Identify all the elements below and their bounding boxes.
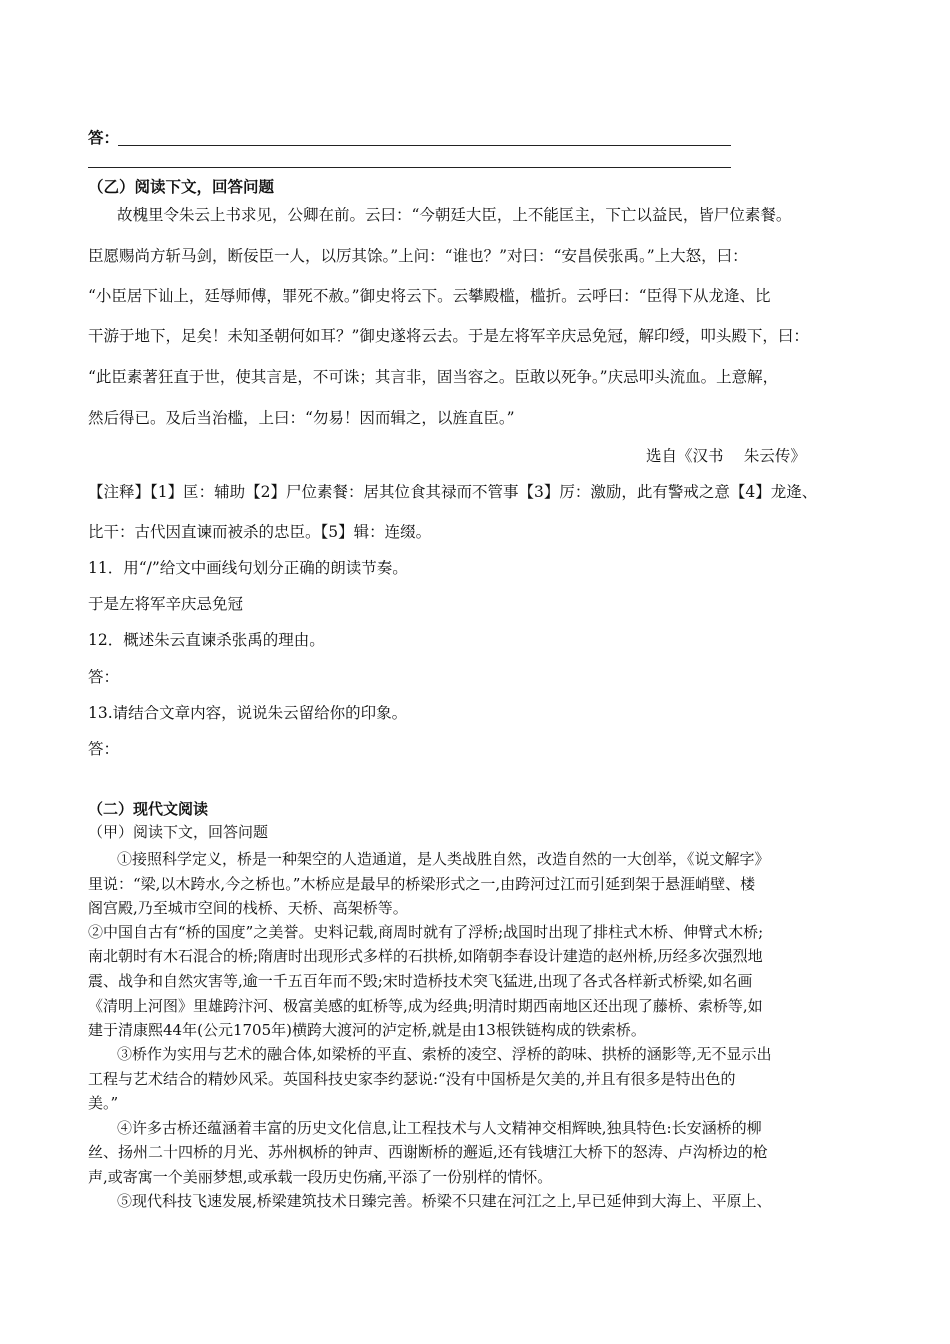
- classical-text-line: 干游于地下，足矣！未知圣朝何如耳？”御史遂将云去。于是左将军辛庆忌免冠，解印绶，叩头殿下，曰：: [88, 327, 809, 345]
- question-11: 11．用“/”给文中画线句划分正确的朗读节奏。: [88, 559, 408, 577]
- section-yi-heading: （乙）阅读下文，回答问题: [88, 178, 275, 196]
- modern-text-line: ②中国自古有“桥的国度”之美誉。史料记载,商周时就有了浮桥;战国时出现了排柱式木桥、伸臂式木桥;: [88, 923, 764, 941]
- classical-text-line: “小臣居下讪上，廷辱师傅，罪死不赦。”御史将云下。云攀殿槛，槛折。云呼曰：“臣得下从龙逄、比: [88, 287, 771, 305]
- modern-text-line: 声,或寄寓一个美丽梦想,或承载一段历史伤痛,平添了一份别样的情怀。: [88, 1168, 553, 1186]
- modern-text-line: 工程与艺术结合的精妙风采。英国科技史家李约瑟说:“没有中国桥是欠美的,并且有很多是特出色的: [88, 1070, 736, 1088]
- modern-text-line: 美。”: [88, 1094, 119, 1112]
- modern-text-line: 南北朝时有木石混合的桥;隋唐时出现形式多样的石拱桥,如隋朝李春设计建造的赵州桥,历经多次强烈地: [88, 947, 763, 965]
- modern-text-line: 丝、扬州二十四桥的月光、苏州枫桥的钟声、西谢断桥的邂逅,还有钱塘江大桥下的怒涛、卢沟桥边的枪: [88, 1143, 768, 1161]
- modern-text-line: 建于清康熙44年(公元1705年)横跨大渡河的泸定桥,就是由13根铁链构成的铁索桥。: [88, 1021, 646, 1039]
- section-modern-heading: （二）现代文阅读: [88, 800, 209, 818]
- question-13: 13.请结合文章内容，说说朱云留给你的印象。: [88, 704, 408, 722]
- question-11-sentence: 于是左将军辛庆忌免冠: [88, 595, 244, 613]
- classical-text-line: 臣愿赐尚方斩马剑，断佞臣一人，以厉其馀。”上问：“谁也？”对曰：“安昌侯张禹。”上大怒，曰：: [88, 247, 748, 265]
- source-citation: 选自《汉书 朱云传》: [646, 447, 806, 465]
- answer-underline-1: [118, 145, 731, 146]
- question-13-answer: 答：: [88, 740, 120, 758]
- modern-text-line: 阁宫殿,乃至城市空间的栈桥、天桥、高架桥等。: [88, 899, 408, 917]
- classical-text-line: “此臣素著狂直于世，使其言是，不可诛；其言非，固当容之。臣敢以死争。”庆忌叩头流血。上意解，: [88, 368, 779, 386]
- question-12: 12．概述朱云直谏杀张禹的理由。: [88, 631, 325, 649]
- section-modern-subheading: （甲）阅读下文，回答问题: [88, 823, 269, 841]
- notes-line: 比干：古代因直谏而被杀的忠臣。【5】辑：连缀。: [88, 523, 432, 541]
- modern-text-line: ⑤现代科技飞速发展,桥梁建筑技术日臻完善。桥梁不只建在河江之上,早已延伸到大海上、平原上、: [117, 1192, 772, 1210]
- modern-text-line: 里说：“梁,以木跨水,今之桥也。”木桥应是最早的桥梁形式之一,由跨河过江而引延到架于悬涯峭壁、楼: [88, 875, 756, 893]
- modern-text-line: ①接照科学定义，桥是一种架空的人造通道，是人类战胜自然，改造自然的一大创举，《说文解字》: [117, 850, 770, 868]
- question-12-answer: 答：: [88, 668, 120, 686]
- modern-text-line: 《清明上河图》里雄跨汴河、极富美感的虹桥等,成为经典;明清时期西南地区还出现了藤桥、索桥等,如: [88, 997, 763, 1015]
- modern-text-line: ③桥作为实用与艺术的融合体,如梁桥的平直、索桥的凌空、浮桥的韵味、拱桥的涵影等,无不显示出: [117, 1045, 772, 1063]
- answer-underline-2: [88, 167, 731, 168]
- answer-label: 答：: [88, 129, 120, 147]
- modern-text-line: ④许多古桥还蕴涵着丰富的历史文化信息,让工程技术与人文精神交相辉映,独具特色:长安涵桥的柳: [117, 1119, 762, 1137]
- notes-line: 【注释】【1】匡：辅助【2】尸位素餐：居其位食其禄而不管事【3】厉：激励，此有警戒之意【4】龙逄、: [88, 483, 818, 501]
- modern-text-line: 震、战争和自然灾害等,逾一千五百年而不毁;宋时造桥技术突飞猛进,出现了各式各样新式桥梁,如名画: [88, 972, 753, 990]
- classical-text-line: 然后得已。及后当治槛，上曰：“勿易！因而辑之，以旌直臣。”: [88, 409, 515, 427]
- classical-text-line: 故槐里令朱云上书求见，公卿在前。云曰：“今朝廷大臣，上不能匡主，下亡以益民，皆尸位素餐。: [117, 206, 792, 224]
